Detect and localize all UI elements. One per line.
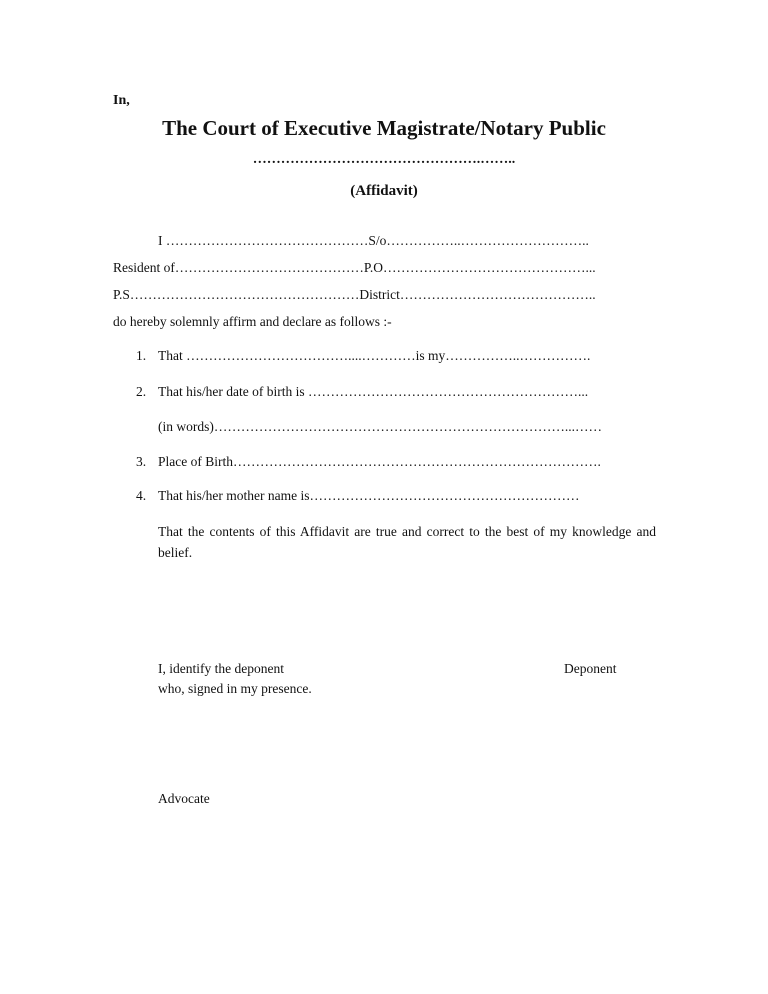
- list-item: 3. Place of Birth……………………………………………………………………….: [136, 454, 601, 469]
- declaration-paragraph: That the contents of this Affidavit are true and correct to the best of my knowledge and belief.: [158, 524, 656, 560]
- list-item: 4. That his/her mother name is……………………………………………………: [136, 488, 580, 503]
- advocate-signature-label: Advocate: [158, 791, 210, 806]
- court-title: The Court of Executive Magistrate/Notary Public: [162, 116, 606, 140]
- identify-line-1: I, identify the deponent: [158, 661, 284, 676]
- court-name-blank: ………………………………………….……..: [252, 152, 516, 167]
- residence-line: Resident of……………………………………P.O………………………………………...: [113, 260, 596, 275]
- identify-line-2: who, signed in my presence.: [158, 681, 312, 696]
- list-item: (in words)……………………………………………………………………...……: [158, 419, 602, 434]
- deponent-signature-label: Deponent: [564, 661, 617, 676]
- police-station-line: P.S……………………………………………District……………………………………..: [113, 287, 596, 302]
- list-item: 2. That his/her date of birth is ……………………………………………………...: [136, 384, 589, 399]
- deponent-name-line: I ………………………………………S/o……………..………………………..: [158, 233, 589, 248]
- affidavit-heading: (Affidavit): [350, 183, 418, 199]
- affirmation-line: do hereby solemnly affirm and declare as follows :-: [113, 314, 392, 329]
- addressee: In,: [113, 93, 130, 108]
- list-item: 1. That ………………………………....…………is my……………..…………….: [136, 348, 591, 363]
